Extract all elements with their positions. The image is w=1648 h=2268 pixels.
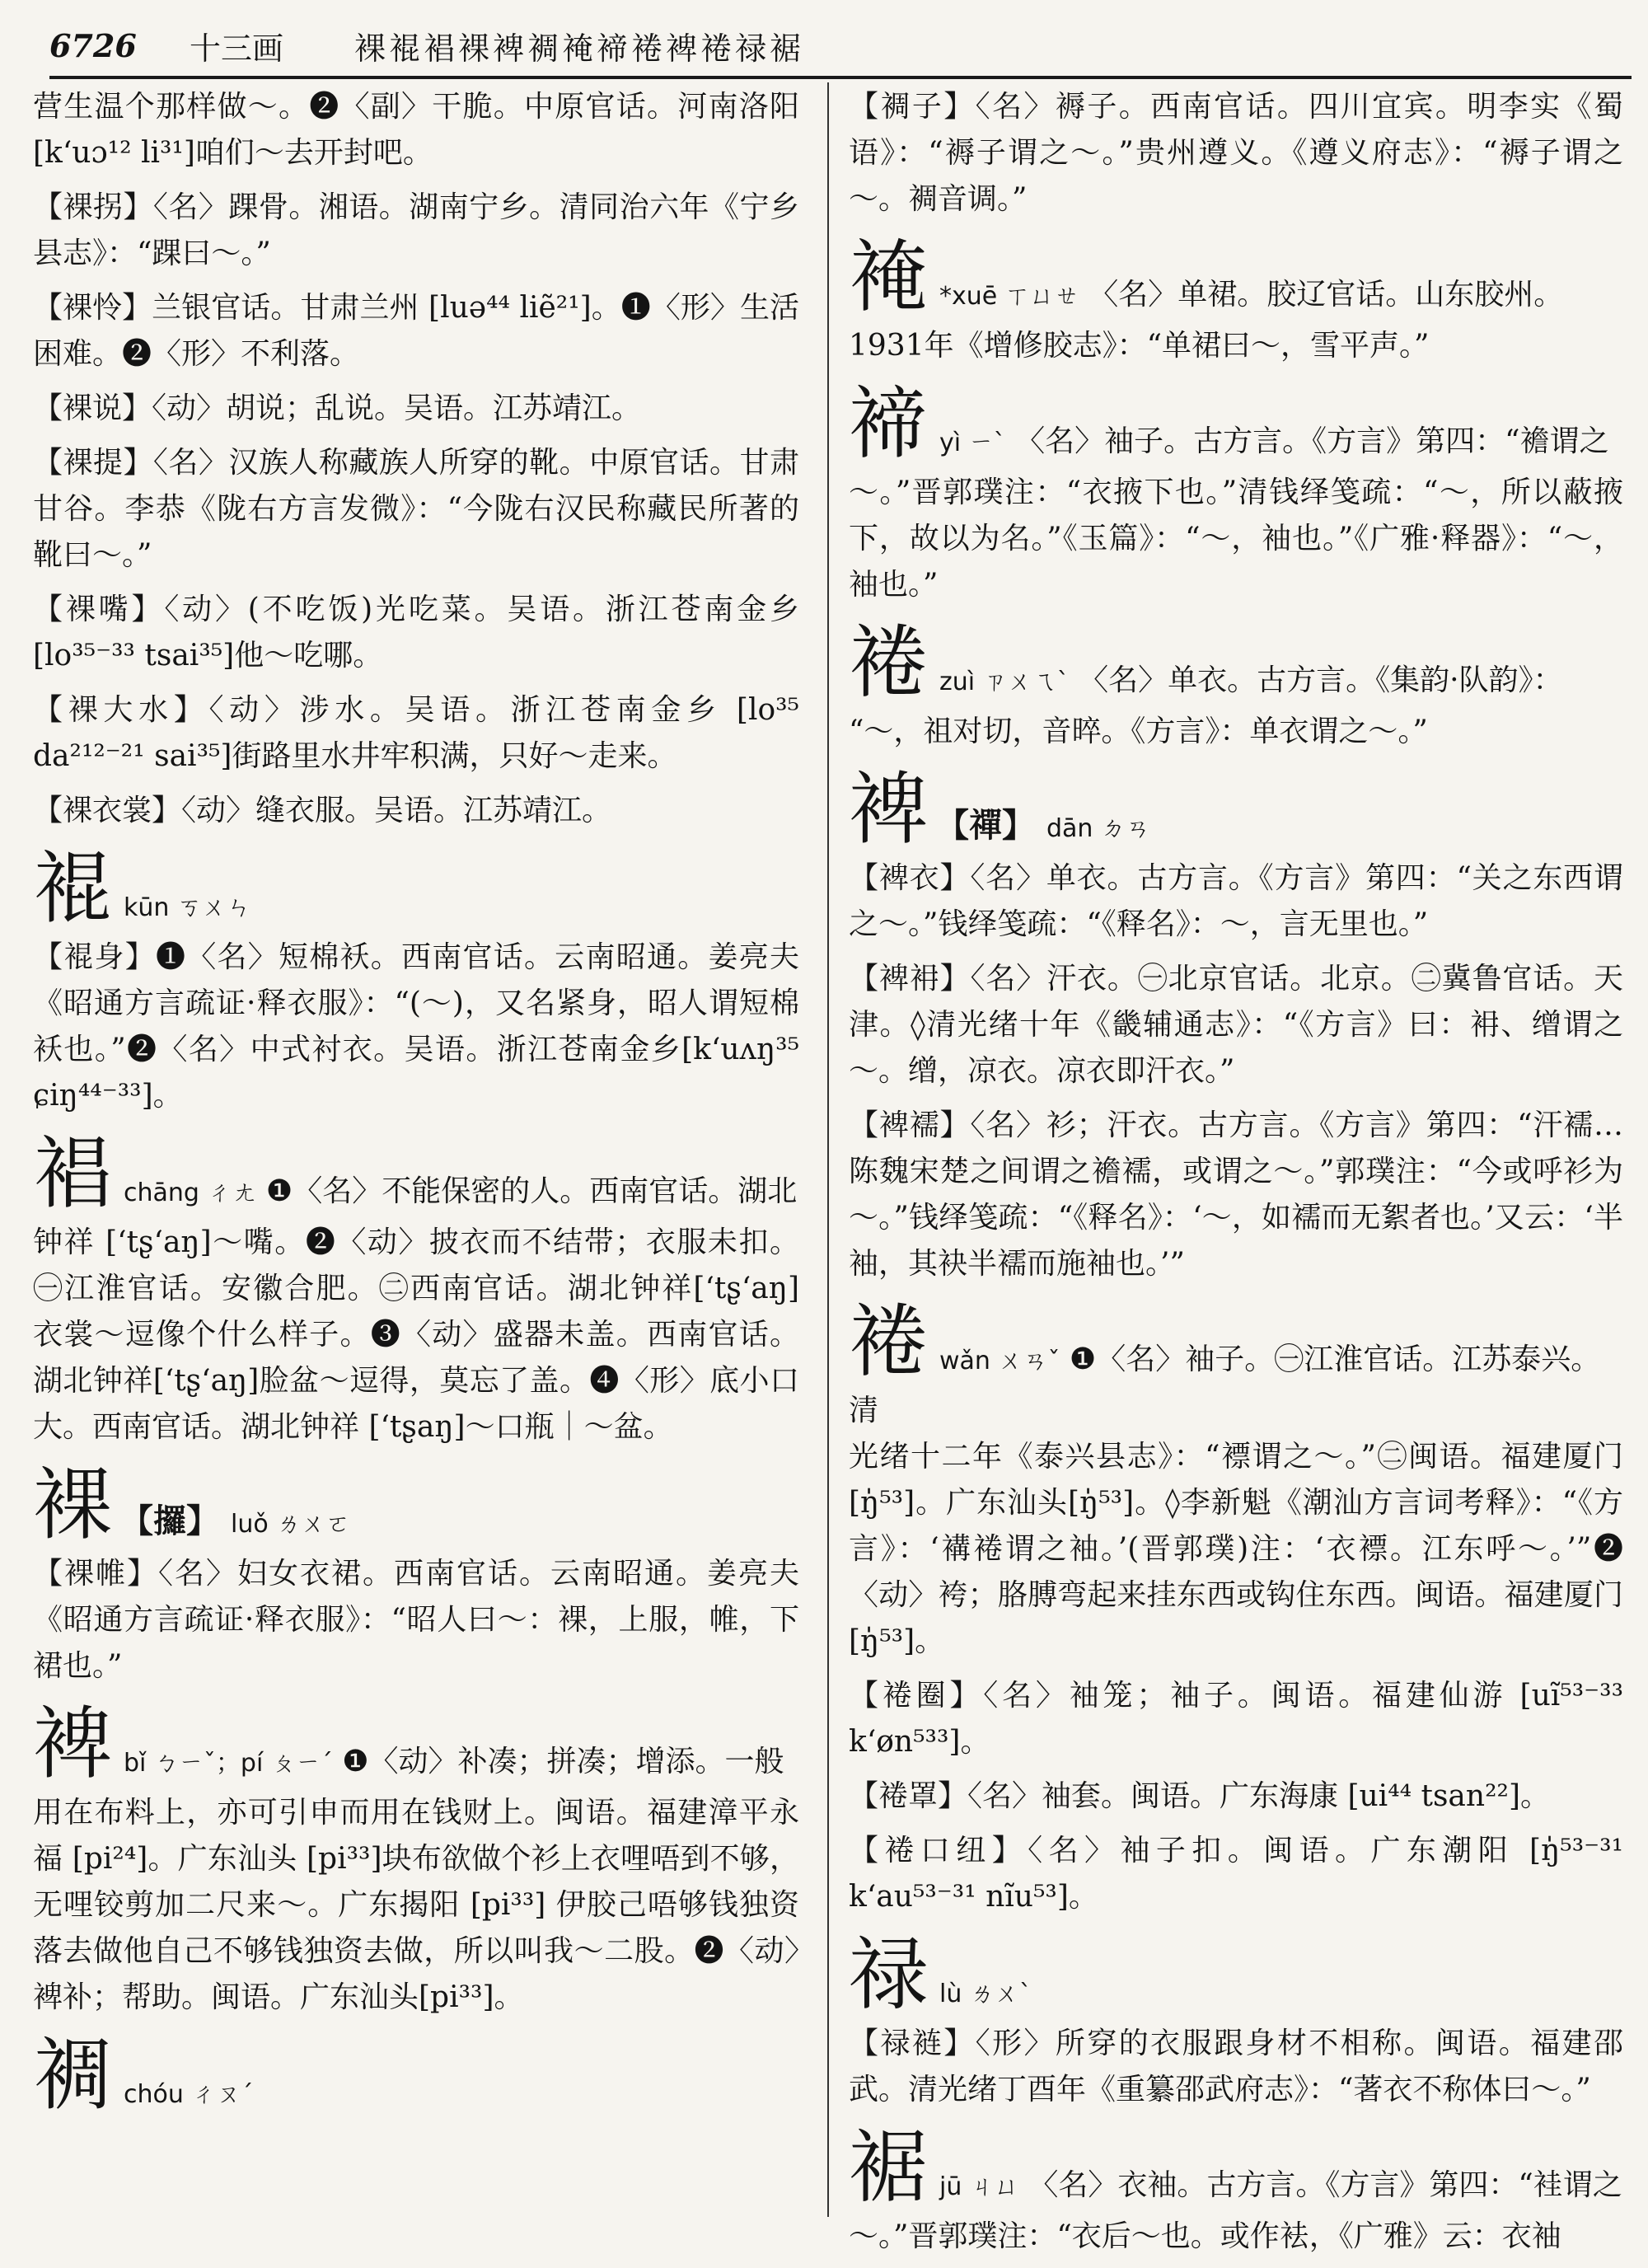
column-divider <box>827 82 829 2217</box>
entry-paragraph: 【裸怜】兰银官话。甘肃兰州 [luə⁴⁴ liẽ²¹]。❶〈形〉生活困难。❷〈形〉不利落。 <box>33 291 799 371</box>
headword-character: 褅 <box>849 377 928 470</box>
headword-pronunciation: luǒ ㄌㄨㄛ <box>231 1510 351 1539</box>
page-header <box>49 16 1599 74</box>
headword-entry <box>849 377 1623 470</box>
headword-entry <box>33 1459 799 1551</box>
entry-paragraph: 【裨衣】〈名〉单衣。古方言。《方言》第四：“关之东西谓之～。”钱绎笺疏：“《释名》：～，言无里也。” <box>849 861 1623 941</box>
headword-pronunciation: chóu ㄔㄡˊ <box>124 2080 254 2109</box>
header-rule <box>49 76 1632 79</box>
right-column <box>849 84 1623 2268</box>
headword-entry <box>849 231 1623 323</box>
entry-paragraph: 【裸衣裳】〈动〉缝衣服。吴语。江苏靖江。 <box>33 794 612 827</box>
entry-paragraph: 【裸大水】〈动〉涉水。吴语。浙江苍南金乡 [lo³⁵ da²¹²⁻²¹ sai³⁵]街路里水井牢积满，只好～走来。 <box>33 693 799 773</box>
entry-paragraph: 【裷口纽】〈名〉袖子扣。闽语。广东潮阳 [ŋ̍⁵³⁻³¹ k‘au⁵³⁻³¹ nĩu⁵³]。 <box>849 1834 1623 1914</box>
entry-paragraph: 【裷罩】〈名〉袖套。闽语。广东海康 [ui⁴⁴ tsan²²]。 <box>849 1779 1550 1813</box>
entry-paragraph: “～，祖对切，音晬。《方言》：单衣谓之～。” <box>849 715 1428 748</box>
headword-character: 裾 <box>849 2121 928 2214</box>
headword-entry <box>33 1127 799 1220</box>
headword-definition: ❶〈名〉不能保密的人。西南官话。湖北 <box>256 1174 798 1208</box>
left-column <box>33 84 799 2121</box>
headword-definition: 〈名〉单裙。胶辽官话。山东胶州。 <box>1079 278 1564 312</box>
headword-character: 裷 <box>849 1296 928 1388</box>
headword-character: 裸 <box>33 1459 112 1551</box>
headword-entry <box>33 1698 799 1790</box>
headword-character: 裩 <box>33 842 112 935</box>
entry-paragraph: 【裸帷】〈名〉妇女衣裙。西南官话。云南昭通。姜亮夫《昭通方言疏证·释衣服》：“昭人曰～：裸，上服，帷，下裙也。” <box>33 1557 799 1683</box>
headword-character: 裺 <box>849 231 928 323</box>
entry-paragraph: 【裸提】〈名〉汉族人称藏族人所穿的靴。中原官话。甘肃甘谷。李恭《陇右方言发微》：“今陇右汉民称藏民所著的靴曰～。” <box>33 446 799 572</box>
headword-character: 禄 <box>849 1928 928 2021</box>
headword-pronunciation: kūn ㄎㄨㄣ <box>124 893 251 922</box>
headword-definition: 〈名〉单衣。古方言。《集韵·队韵》： <box>1069 663 1563 697</box>
entry-paragraph: 【裯子】〈名〉褥子。西南官话。四川宜宾。明李实《蜀语》：“褥子谓之～。”贵州遵义。《遵义府志》：“褥子谓之～。裯音调。” <box>849 90 1623 216</box>
entry-paragraph: ～。”晋郭璞注：“衣掖下也。”清钱绎笺疏：“～，所以蔽掖下，故以为名。”《玉篇》：“～，袖也。”《广雅·释器》：“～，袖也。” <box>849 476 1623 602</box>
entry-paragraph: 【裷圈】〈名〉袖笼；袖子。闽语。福建仙游 [uĩ⁵³⁻³³ k‘øn⁵³³]。 <box>849 1679 1623 1759</box>
entry-paragraph: 【裸拐】〈名〉踝骨。湘语。湖南宁乡。清同治六年《宁乡县志》：“踝曰～。” <box>33 190 799 270</box>
headword-pronunciation: dān ㄉㄢ <box>1046 814 1150 843</box>
entry-paragraph: ～。”晋郭璞注：“衣后～也。或作袪，《广雅》云：衣袖 <box>849 2219 1561 2253</box>
stroke-count-label: 十三画 <box>190 30 284 67</box>
headword-entry <box>849 763 1623 855</box>
entry-paragraph: 钟祥 [ʻtʂ‘aŋ]～嘴。❷〈动〉披衣而不结带；衣服未扣。㊀江淮官话。安徽合肥。㊁西南官话。湖北钟祥[ʻtʂ‘aŋ] 衣裳～逗像个什么样子。❸〈动〉盛器未盖。西南官话。湖北钟祥[ʻtʂ‘aŋ]脸盆～逗得，莫忘了盖。❹〈形〉底小口大。西南官话。湖北钟祥 [ʻtʂaŋ]～口瓶｜～盆。 <box>33 1225 799 1444</box>
headword-definition: 〈名〉衣袖。古方言。《方言》第四：“袿谓之 <box>1018 2168 1622 2202</box>
entry-paragraph: 用在布料上，亦可引申而用在钱财上。闽语。福建漳平永福 [pi²⁴]。广东汕头 [pi³³]块布欲做个衫上衣哩唔到不够，无哩铰剪加二尺来～。广东揭阳 [pi³³] 伊胶己唔够钱独资落去做他自己不够钱独资去做，所以叫我～二股。❷〈动〉裨补；帮助。闽语。广东汕头[pi³³]。 <box>33 1796 799 2014</box>
header-character-index: 裸裩裮裸裨裯裺褅裷裨裷禄裾 <box>354 30 805 67</box>
headword-pronunciation: jū ㄐㄩ <box>939 2172 1019 2201</box>
entry-paragraph: 【裸说】〈动〉胡说；乱说。吴语。江苏靖江。 <box>33 391 642 425</box>
headword-pronunciation: bǐ ㄅㄧˇ；pí ㄆㄧˊ <box>124 1749 333 1778</box>
headword-traditional-form: 【攞】 <box>120 1502 219 1540</box>
headword-pronunciation: zuì ㄗㄨㄟˋ <box>939 668 1070 696</box>
headword-character: 裨 <box>849 763 928 855</box>
headword-pronunciation: chāng ㄔㄤ <box>124 1179 257 1207</box>
entry-paragraph: 营生温个那样做～。❷〈副〉干脆。中原官话。河南洛阳[k‘uɔ¹² li³¹]咱们～去开封吧。 <box>33 90 799 170</box>
entry-paragraph: 光绪十二年《泰兴县志》：“褾谓之～。”㊁闽语。福建厦门[ŋ̍⁵³]。广东汕头[ŋ̍⁵³]。◊李新魁《潮汕方言词考释》：“《方言》：‘褠裷谓之袖。’(晋郭璞)注：‘衣褾。江东呼～。’”❷〈动〉袴；胳膊弯起来挂东西或钩住东西。闽语。福建厦门 [ŋ̍⁵³]。 <box>849 1440 1623 1658</box>
headword-pronunciation: yì ㄧˋ <box>939 429 1006 457</box>
entry-paragraph: 【裩身】❶〈名〉短棉袄。西南官话。云南昭通。姜亮夫《昭通方言疏证·释衣服》：“(～)，又名紧身，昭人谓短棉袄也。”❷〈名〉中式衬衣。吴语。浙江苍南金乡[k‘uʌŋ³⁵ ɕiŋ⁴⁴⁻³³]。 <box>33 940 799 1113</box>
headword-character: 裨 <box>33 1698 112 1790</box>
headword-entry <box>849 1296 1623 1434</box>
headword-character: 裷 <box>849 616 928 709</box>
headword-character: 裮 <box>33 1127 112 1220</box>
entry-paragraph: 1931年《增修胶志》：“单裙曰～，雪平声。” <box>849 329 1430 363</box>
headword-entry <box>849 1928 1623 2021</box>
headword-definition: ❶〈动〉补凑；拼凑；增添。一般 <box>332 1745 784 1778</box>
headword-definition: ❶〈名〉袖子。㊀江淮官话。江苏泰兴。清 <box>849 1343 1601 1427</box>
headword-pronunciation: lù ㄌㄨˋ <box>939 1980 1032 2008</box>
headword-entry <box>33 2029 799 2121</box>
headword-entry <box>849 2121 1623 2214</box>
entry-paragraph: 【裨衻】〈名〉汗衣。㊀北京官话。北京。㊁冀鲁官话。天津。◊清光绪十年《畿辅通志》：“《方言》曰：衻、缯谓之～。缯，凉衣。凉衣即汗衣。” <box>849 962 1623 1088</box>
entry-paragraph: 【裸嘴】〈动〉(不吃饭)光吃菜。吴语。浙江苍南金乡[lo³⁵⁻³³ tsai³⁵]他～吃哪。 <box>33 593 799 672</box>
headword-pronunciation: wǎn ㄨㄢˇ <box>939 1347 1060 1375</box>
headword-traditional-form: 【禪】 <box>936 806 1035 845</box>
headword-definition: 〈名〉袖子。古方言。《方言》第四：“襜谓之 <box>1005 424 1609 458</box>
headword-character: 裯 <box>33 2029 112 2121</box>
page-number: 6726 <box>49 26 137 64</box>
headword-pronunciation: *xuē ㄒㄩㄝ <box>939 282 1079 311</box>
headword-entry <box>849 616 1623 709</box>
headword-entry <box>33 842 799 935</box>
entry-paragraph: 【裨襦】〈名〉衫；汗衣。古方言。《方言》第四：“汗襦…陈魏宋楚之间谓之襜襦，或谓之～。”郭璞注：“今或呼衫为～。”钱绎笺疏：“《释名》：‘～，如襦而无絮者也。’又云：‘半袖，其袂半襦而施袖也。’” <box>849 1108 1623 1281</box>
entry-paragraph: 【禄裢】〈形〉所穿的衣服跟身材不相称。闽语。福建邵武。清光绪丁酉年《重纂邵武府志》：“著衣不称体曰～。” <box>849 2027 1623 2106</box>
